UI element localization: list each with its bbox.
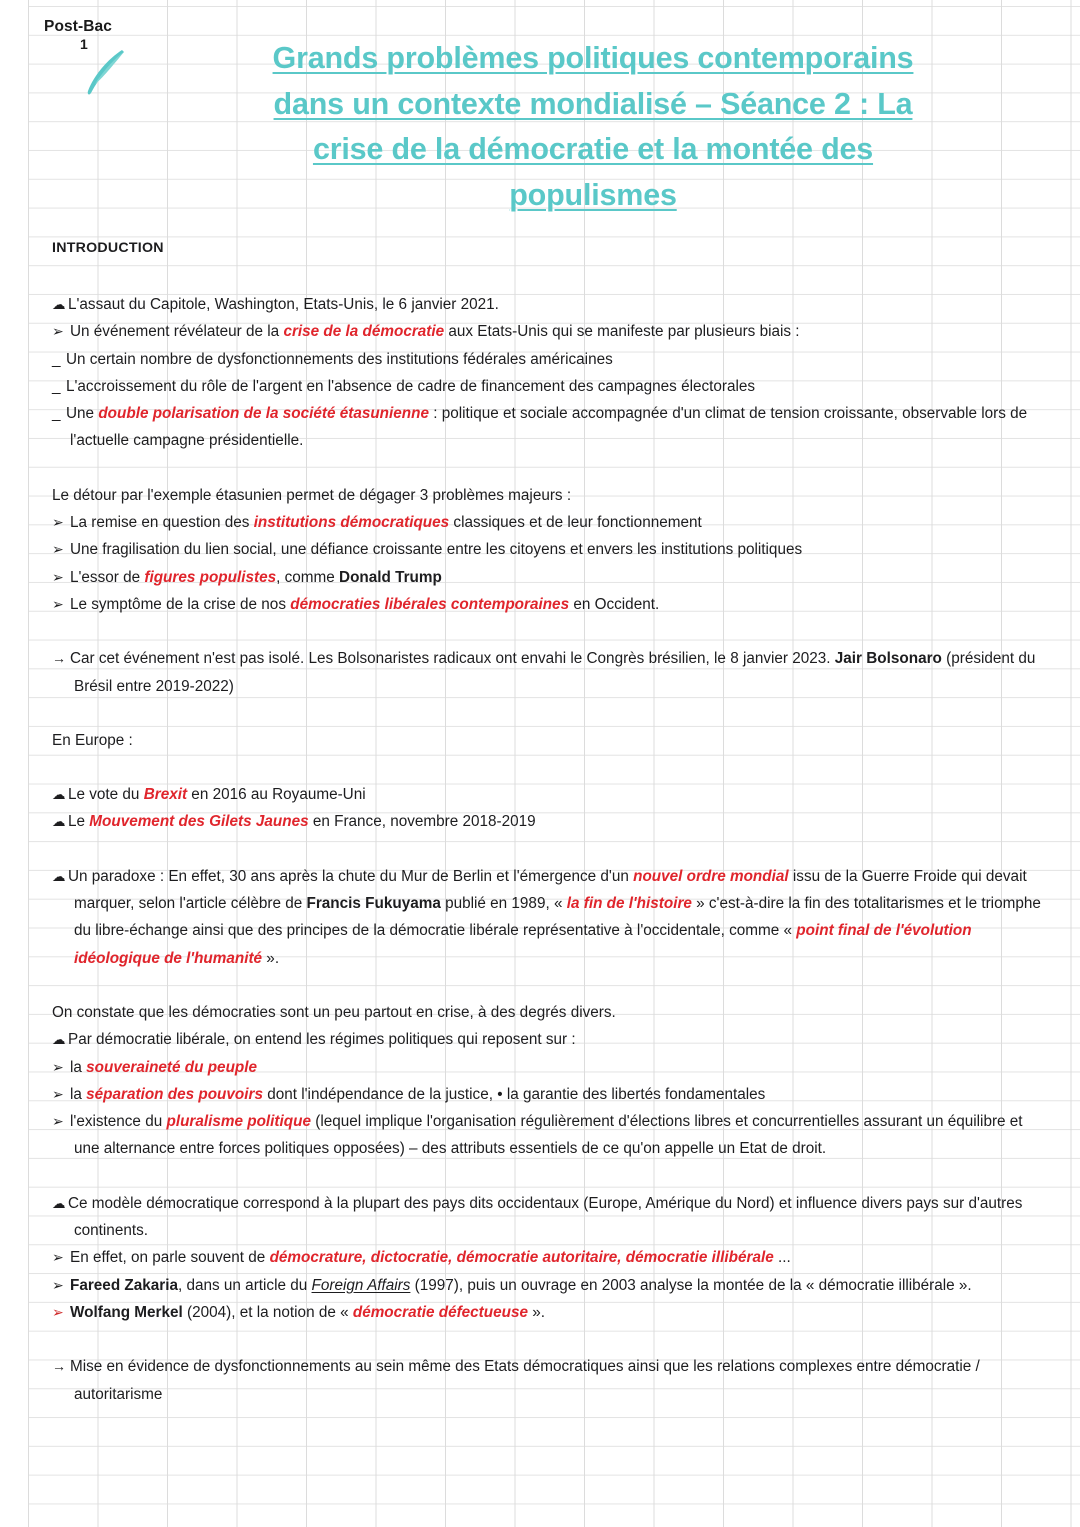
arrow-bullet-icon: ➢ xyxy=(52,1303,64,1320)
cloud-bullet-icon: ☁ xyxy=(52,787,66,803)
text-part: (1997), puis un ouvrage en 2003 analyse la montée de la « démocratie illibérale ». xyxy=(410,1276,972,1294)
highlight-term: séparation des pouvoirs xyxy=(86,1085,263,1103)
text-part: en 2016 au Royaume-Uni xyxy=(187,786,366,804)
list-item xyxy=(52,591,1048,618)
list-item xyxy=(52,536,1048,563)
list-item xyxy=(52,1108,1048,1163)
text-part: Le symptôme de la crise de nos xyxy=(70,595,291,613)
highlight-term: figures populistes xyxy=(144,568,277,586)
proper-noun: Jair Bolsonaro xyxy=(834,650,942,668)
title-line-1: Grands problèmes politiques contemporains xyxy=(272,41,914,75)
list-item xyxy=(52,1081,1048,1108)
proper-noun: Donald Trump xyxy=(339,568,442,586)
cloud-bullet-icon: ☁ xyxy=(52,814,66,830)
arrow-bullet-icon: ➢ xyxy=(52,1113,64,1130)
text-part: ... xyxy=(773,1249,791,1267)
separator: , xyxy=(448,1249,457,1267)
brush-stroke-icon xyxy=(84,50,128,96)
text-part: Un paradoxe : En effet, 30 ans après la chute du Mur de Berlin et l'émergence d'un xyxy=(68,867,634,885)
section-heading-introduction: INTRODUCTION xyxy=(52,240,164,256)
spacer xyxy=(52,1163,1048,1190)
text-part: » c'est-à-dire la fin des totalitarismes et le triomphe du libre-échange ainsi que des principes de la démocratie libérale représentative à l'occidentale, comme « xyxy=(74,895,1041,940)
text-part: L'essor de xyxy=(70,568,145,586)
arrow-bullet-icon: ➢ xyxy=(52,323,64,340)
list-item xyxy=(52,346,1048,373)
cloud-bullet-icon: ☁ xyxy=(52,1032,66,1048)
text-part: Car cet événement n'est pas isolé. Les Bolsonaristes radicaux ont envahi le Congrès brésilien, le 8 janvier 2023. xyxy=(70,650,835,668)
list-item xyxy=(52,1026,1048,1053)
text-part: , comme xyxy=(276,568,340,586)
list-item-text: Par démocratie libérale, on entend les régimes politiques qui reposent sur : xyxy=(68,1031,576,1049)
spacer xyxy=(52,972,1048,999)
spacer xyxy=(52,455,1048,482)
list-item xyxy=(52,564,1048,591)
page-title xyxy=(178,36,1008,218)
highlight-term: démocrature xyxy=(269,1249,363,1267)
cloud-bullet-icon: ☁ xyxy=(52,868,66,884)
text-part: (lequel implique l'organisation régulièrement d'élections libres et concurrentielles assurant un équilibre et une alternance entre forces politiques opposées) – des attributs essentiels de ce qu'on appelle un Etat de droit. xyxy=(74,1113,1023,1158)
text-part: la xyxy=(70,1085,87,1103)
text-part: La remise en question des xyxy=(70,514,254,532)
proper-noun: Wolfang Merkel xyxy=(70,1303,183,1321)
list-item-text: Ce modèle démocratique correspond à la plupart des pays dits occidentaux (Europe, Amérique du Nord) et influence divers pays sur d'autres continents. xyxy=(68,1194,1023,1240)
spacer xyxy=(52,264,1048,291)
paragraph: On constate que les démocraties sont un peu partout en crise, à des degrés divers. xyxy=(52,1003,616,1021)
text-part: l'existence du xyxy=(70,1113,167,1131)
separator: , xyxy=(617,1249,626,1267)
conclusion-arrow-line xyxy=(52,645,1048,700)
page-number: 1 xyxy=(80,35,88,52)
highlight-term: démocraties libérales contemporaines xyxy=(290,595,570,613)
highlight-term: double polarisation de la société étasunienne xyxy=(98,405,429,423)
text-part: Mise en évidence de dysfonctionnements au sein même des Etats démocratiques ainsi que les relations complexes entre démocratie / autoritarisme xyxy=(70,1358,980,1403)
highlight-term: démocratie illibérale xyxy=(625,1249,774,1267)
cloud-bullet-icon: ☁ xyxy=(52,1195,66,1211)
highlight-term: la fin de l'histoire xyxy=(566,895,692,913)
text-part: ». xyxy=(528,1303,546,1321)
arrow-bullet-icon: ➢ xyxy=(52,595,64,612)
course-level-label: Post-Bac xyxy=(44,18,112,35)
arrow-bullet-icon: ➢ xyxy=(52,514,64,531)
list-item xyxy=(52,400,1048,455)
list-item xyxy=(52,808,1048,835)
highlight-term: souveraineté du peuple xyxy=(86,1058,258,1076)
arrow-bullet-icon: ➢ xyxy=(52,1249,64,1266)
text-part: (président du Brésil entre 2019-2022) xyxy=(74,650,1036,695)
title-line-3: crise de la démocratie et la montée des xyxy=(312,132,874,166)
list-item xyxy=(52,1272,1048,1299)
list-item xyxy=(52,509,1048,536)
highlight-term: nouvel ordre mondial xyxy=(633,867,789,885)
highlight-term: démocratie autoritaire xyxy=(456,1249,618,1267)
list-item xyxy=(52,291,1048,318)
text-part: Une xyxy=(66,405,99,423)
list-item-text: L'accroissement du rôle de l'argent en l'absence de cadre de financement des campagnes électorales xyxy=(66,377,756,395)
dash-bullet-icon: _ xyxy=(52,405,61,423)
text-part: issu de la Guerre Froide qui devait marquer, selon l'article célèbre de xyxy=(74,867,1027,913)
list-item-text: Une fragilisation du lien social, une défiance croissante entre les citoyens et envers les institutions politiques xyxy=(70,541,803,559)
spacer xyxy=(52,700,1048,727)
note-body xyxy=(52,236,1048,1408)
list-item xyxy=(52,1299,1048,1326)
list-item xyxy=(52,1190,1048,1245)
text-part: aux Etats-Unis qui se manifeste par plusieurs biais : xyxy=(444,323,800,341)
list-item xyxy=(52,1054,1048,1081)
text-part: dont l'indépendance de la justice, • la garantie des libertés fondamentales xyxy=(262,1085,766,1103)
page-corner-tag xyxy=(44,18,194,53)
title-line-4: populismes xyxy=(509,177,677,212)
text-part: Le vote du xyxy=(68,786,144,804)
list-item xyxy=(52,1244,1048,1271)
arrow-bullet-icon: ➢ xyxy=(52,568,64,585)
highlight-term: pluralisme politique xyxy=(166,1113,311,1131)
spacer xyxy=(52,618,1048,645)
right-arrow-icon: → xyxy=(52,650,66,667)
list-item xyxy=(52,373,1048,400)
arrow-bullet-icon: ➢ xyxy=(52,1276,64,1293)
text-part: En effet, on parle souvent de xyxy=(70,1249,270,1267)
text-part: Le xyxy=(68,813,90,831)
text-part: ». xyxy=(262,949,280,967)
highlight-term: Mouvement des Gilets Jaunes xyxy=(89,813,309,831)
right-arrow-icon: → xyxy=(52,1358,66,1375)
list-item-text: L'assaut du Capitole, Washington, Etats-Unis, le 6 janvier 2021. xyxy=(68,296,499,313)
text-part: classiques et de leur fonctionnement xyxy=(449,514,702,532)
spacer xyxy=(52,754,1048,781)
dash-bullet-icon: _ xyxy=(52,377,61,395)
highlight-term: crise de la démocratie xyxy=(283,323,445,341)
proper-noun: Fareed Zakaria xyxy=(70,1276,178,1294)
separator: , xyxy=(362,1249,371,1267)
highlight-term: dictocratie xyxy=(370,1249,449,1267)
list-item-text: Un certain nombre de dysfonctionnements des institutions fédérales américaines xyxy=(66,350,613,368)
paragraph: Le détour par l'exemple étasunien permet de dégager 3 problèmes majeurs : xyxy=(52,486,572,504)
text-part: en Occident. xyxy=(569,595,660,613)
text-part: (2004), et la notion de « xyxy=(182,1303,353,1321)
highlight-term: démocratie défectueuse xyxy=(352,1303,528,1321)
list-item xyxy=(52,781,1048,808)
proper-noun: Francis Fukuyama xyxy=(306,895,441,913)
paragraph-paradox xyxy=(52,863,1048,972)
arrow-bullet-icon: ➢ xyxy=(52,1085,64,1102)
publication-title: Foreign Affairs xyxy=(311,1276,411,1294)
title-line-2: dans un contexte mondialisé – Séance 2 : La xyxy=(273,86,913,121)
conclusion-arrow-line xyxy=(52,1353,1048,1408)
text-part: la xyxy=(70,1058,87,1076)
text-part: : politique et sociale accompagnée d'un climat de tension croissante, observable lors de l'actuelle campagne présidentielle. xyxy=(70,405,1028,450)
highlight-term: Brexit xyxy=(143,786,188,804)
arrow-bullet-icon: ➢ xyxy=(52,541,64,558)
subheading-europe: En Europe : xyxy=(52,731,133,749)
highlight-term: point final de l'évolution idéologique de l'humanité xyxy=(74,922,972,967)
spacer xyxy=(52,836,1048,863)
list-item xyxy=(52,318,1048,345)
dash-bullet-icon: _ xyxy=(52,350,61,368)
highlight-term: institutions démocratiques xyxy=(253,514,450,532)
text-part: , dans un article du xyxy=(178,1276,312,1294)
arrow-bullet-icon: ➢ xyxy=(52,1058,64,1075)
text-part: Un événement révélateur de la xyxy=(70,323,284,341)
text-part: en France, novembre 2018-2019 xyxy=(308,813,536,831)
cloud-bullet-icon: ☁ xyxy=(52,297,66,312)
spacer xyxy=(52,1326,1048,1353)
text-part: publié en 1989, « xyxy=(440,895,567,913)
